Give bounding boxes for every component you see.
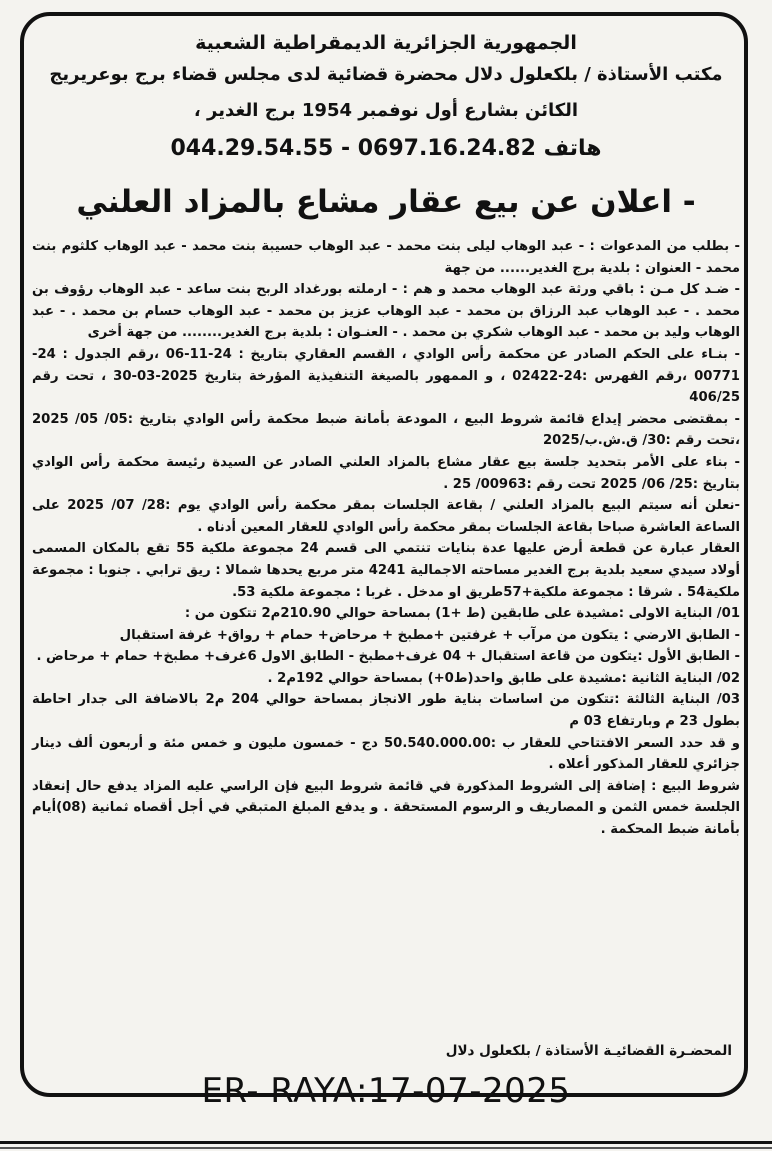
paragraph: - بطلب من المدعوات : - عبد الوهاب ليلى بنت محمد - عبد الوهاب حسيبة بنت محمد - عبد الوهاب كلثوم بنت محمد - العنوان : بلدية برج الغدير...... من جهة xyxy=(32,239,740,276)
paragraph: - بمقتضى محضر إيداع قائمة شروط البيع ، المودعة بأمانة ضبط محكمة رأس الوادي بتاريخ :05/ 05/ 2025 ،تحت رقم :30/ ق.ش.ب/2025 xyxy=(32,411,740,449)
paragraph: - ضـد كل مـن : باقي ورثة عبد الوهاب محمد و هم : - ارملته بورغداد الربح بنت ساعد - عبد الوهاب رؤوف بن محمد . - عبد الوهاب عبد الرزاق بن محمد - عبد الوهاب عزيز بن محمد - عبد الوهاب حسام بن محمد . - عبد الوهاب وليد بن محمد - عبد الوهاب شكري بن محمد . - العنـوان : بلدية برج الغدير........ من جهة أخرى xyxy=(32,282,740,341)
header-office: مكتب الأستاذة / بلكعلول دلال محضرة قضائية لدى مجلس قضاء برج بوعريريج xyxy=(49,64,723,85)
header-phone: هاتف 0697.16.24.82 - 044.29.54.55 xyxy=(170,136,602,161)
notice-body xyxy=(32,236,740,841)
paragraph: - بناء على الأمر بتحديد جلسة بيع عقار مشاع بالمزاد العلني الصادر عن السيدة رئيسة محكمة رأس الوادي بتاريخ :25/ 06/ 2025 تحت رقم :00963/ 25 . xyxy=(32,454,740,492)
header-republic: الجمهورية الجزائرية الديمقراطية الشعبية xyxy=(195,32,577,54)
paragraph: 02/ البناية الثانية :مشيدة على طابق واحد(ط0+) بمساحة حوالي 192م2 . xyxy=(267,670,740,686)
paragraph: شروط البيع : إضافة إلى الشروط المذكورة في قائمة شروط البيع فإن الراسي عليه المزاد يدفع حال إنعقاد الجلسة خمس الثمن و المصاريف و الرسوم المستحقة . و يدفع المبلغ المتبقي في أجل أقصاه ثمانية (08)أيام بأمانة ضبط المحكمة . xyxy=(32,778,740,838)
header-address: الكائن بشارع أول نوفمبر 1954 برج الغدير ، xyxy=(193,100,579,121)
paragraph: - الطابق الارضي : يتكون من مرآب + غرفتين +مطبخ + مرحاض+ حمام + رواق+ غرفة استقبال xyxy=(119,627,740,643)
newspaper-date: ER- RAYA:17-07-2025 xyxy=(201,1071,571,1111)
signature: المحضـرة القضائيـة الأستاذة / بلكعلول دلال xyxy=(445,1043,732,1059)
paragraph: - بنـاء على الحكم الصادر عن محكمة رأس الوادي ، القسم العقاري بتاريخ : 24-11-06 ،رقم الجدول : 24-00771 ،رقم الفهرس :24-02422 ، و الممهور بالصيغة التنفيذية المؤرخة بتاريخ 2025-03-30 ، تحت رقم 406/25 xyxy=(32,346,741,406)
paragraph: - الطابق الأول :يتكون من قاعة استقبال + 04 غرف+مطبخ - الطابق الاول 6غرف+ مطبخ+ حمام + مرحاض . xyxy=(36,649,740,665)
paragraph: 01/ البناية الاولى :مشيدة على طابقين (ط +1) بمساحة حوالي 210.90م2 تتكون من : xyxy=(184,606,740,622)
notice-title: - اعلان عن بيع عقار مشاع بالمزاد العلني xyxy=(76,184,696,220)
divider xyxy=(0,1147,772,1149)
divider xyxy=(0,1141,772,1144)
paragraph: العقار عبارة عن قطعة أرض عليها عدة بنايات تنتمي الى قسم 24 مجموعة ملكية 55 تقع بالمكان المسمى أولاد سيدي سعيد بلدية برج الغدير مساحته الاجمالية 4241 متر مربع يحدها شمالا : ريق ترابي . جنوبا : مجموعة ملكية54 . شرقا : مجموعة ملكية+57طريق او مدخل . غربا : مجموعة ملكية 53. xyxy=(32,541,740,600)
paragraph: -نعلن أنه سيتم البيع بالمزاد العلني / بقاعة الجلسات بمقر محكمة رأس الوادي يوم :28/ 07/ 2025 على الساعة العاشرة صباحا بقاعة الجلسات بمقر محكمة رأس الوادي للعقار المعين أدناه . xyxy=(32,498,740,535)
paragraph: و قد حدد السعر الافتتاحي للعقار ب :50.540.000.00 دج - خمسون مليون و خمس مئة و أربعون ألف دينار جزائري للعقار المذكور أعلاه . xyxy=(32,735,740,773)
paragraph: 03/ البناية الثالثة :تتكون من اساسات بناية طور الانجاز بمساحة حوالي 204 م2 بالاضافة الى جدار احاطة بطول 23 م وبارتفاع 03 م xyxy=(32,692,741,730)
